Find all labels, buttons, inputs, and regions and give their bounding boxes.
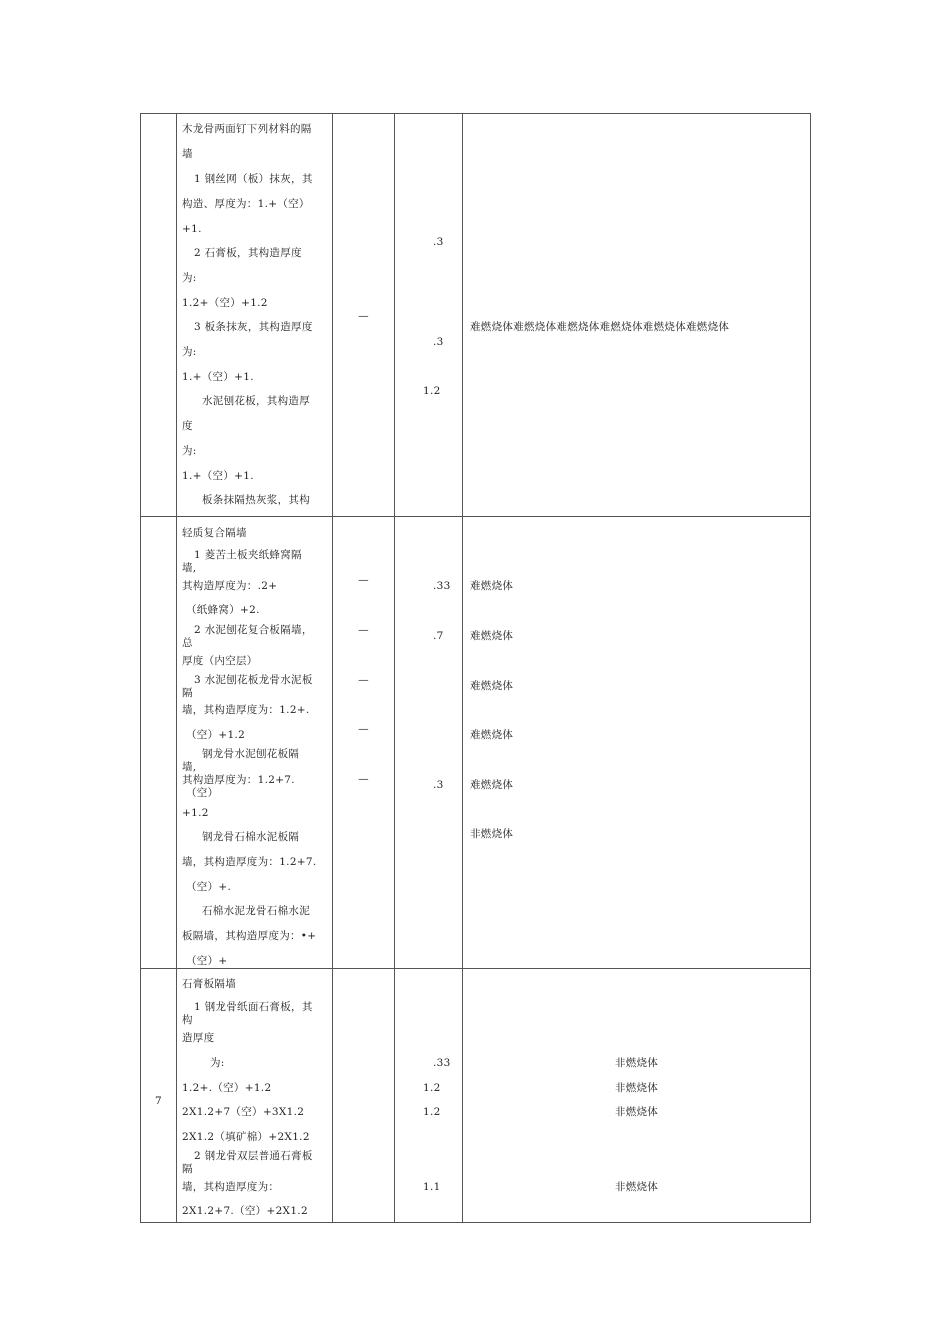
row-description-line: 构造、厚度为：1.+（空） (182, 198, 310, 210)
row-description-line: 度 (182, 420, 193, 432)
row-description-line: 墙, (182, 761, 197, 773)
row-description-line: （空）+1.2 (186, 729, 246, 741)
col5-value: 难燃烧体 (470, 580, 514, 592)
row-description-line: （空） (186, 787, 219, 799)
column-divider-1 (176, 113, 177, 1223)
col4-value: .3 (433, 236, 444, 248)
row-description-line: 1 钢龙骨纸面石膏板，其 (194, 1001, 313, 1013)
table-top-border (140, 113, 811, 114)
row-description-line: 墙，其构造厚度为：1.2+7. (182, 856, 317, 868)
row-description-line: 3 板条抹灰，其构造厚度 (194, 321, 313, 333)
col5-value: 难燃烧体 (470, 729, 514, 741)
row-description-line: 1.+（空）+1. (182, 371, 254, 383)
col5-value: 非燃烧体 (614, 1082, 659, 1094)
row-description-line: 为: (210, 1057, 225, 1069)
col4-value: .3 (433, 336, 444, 348)
col3-value: — (358, 624, 369, 636)
row-description-line: +1.2 (182, 807, 209, 819)
row-description-line: 2 水泥刨花复合板隔墙， (194, 624, 313, 636)
column-divider-2 (332, 113, 333, 1223)
col3-value: — (358, 723, 369, 735)
row-description-line: 隔 (182, 1163, 193, 1175)
row-number: 7 (155, 1095, 162, 1107)
col5-value: 难燃烧体难燃烧体难燃烧体难燃烧体难燃烧体难燃烧体 (470, 321, 730, 333)
row-description-line: 1 钢丝网（板）抹灰，其 (194, 173, 313, 185)
row-description-line: 石膏板隔墙 (182, 978, 236, 990)
row-description-line: 木龙骨两面钉下列材料的隔 (182, 123, 312, 135)
col3-value: — (358, 773, 369, 785)
row-description-line: 墙，其构造厚度为：1.2+. (182, 704, 310, 716)
row-description-line: （空）+. (186, 881, 232, 893)
row-description-line: 隔 (182, 687, 193, 699)
row-description-line: 2X1.2+7.（空）+2X1.2 (182, 1205, 308, 1217)
row-description-line: +1. (182, 223, 202, 235)
row-description-line: 1 菱苦土板夹纸蜂窝隔 (194, 549, 302, 561)
row-description-line: 为: (182, 445, 197, 457)
col4-value: 1.2 (423, 1082, 441, 1094)
row-description-line: 总 (182, 637, 193, 649)
col3-value: — (358, 674, 369, 686)
col5-value: 难燃烧体 (470, 680, 514, 692)
row-description-line: 墙 (182, 148, 193, 160)
row-description-line: 2X1.2+7（空）+3X1.2 (182, 1106, 305, 1118)
col4-value: .33 (433, 1057, 451, 1069)
row-description-line: 构 (182, 1014, 193, 1026)
row-description-line: 其构造厚度为：.2+ (182, 580, 278, 592)
col4-value: .3 (433, 779, 444, 791)
row-description-line: 为: (182, 272, 197, 284)
row-description-line: 板隔墙，其构造厚度为：•+ (182, 930, 317, 942)
col5-value: 非燃烧体 (470, 828, 514, 840)
row-description-line: （空）+ (186, 955, 228, 967)
row-description-line: 1.+（空）+1. (182, 470, 254, 482)
row-description-line: 1.2+（空）+1.2 (182, 297, 268, 309)
col5-value: 非燃烧体 (614, 1057, 659, 1069)
row-description-line: 其构造厚度为：1.2+7. (182, 774, 295, 786)
row-description-line: 3 水泥刨花板龙骨水泥板 (194, 674, 313, 686)
col4-value: 1.2 (423, 385, 441, 397)
col5-value: 非燃烧体 (614, 1106, 659, 1118)
row-description-line: 造厚度 (182, 1032, 215, 1044)
table-bottom-border (140, 1222, 811, 1223)
row-description-line: 石棉水泥龙骨石棉水泥 (202, 905, 310, 917)
col4-value: 1.1 (423, 1181, 441, 1193)
row-description-line: （纸蜂窝）+2. (186, 604, 260, 616)
row-description-line: 为: (182, 346, 197, 358)
col5-value: 难燃烧体 (470, 779, 514, 791)
col4-value: .33 (433, 580, 451, 592)
col5-value: 难燃烧体 (470, 630, 514, 642)
row-description-line: 2 钢龙骨双层普通石膏板 (194, 1150, 313, 1162)
col5-value: 非燃烧体 (614, 1181, 659, 1193)
col4-value: .7 (433, 630, 444, 642)
row-description-line: 厚度（内空层） (182, 655, 258, 667)
row-divider-2 (140, 968, 811, 969)
col3-value: — (358, 574, 369, 586)
col4-value: 1.2 (423, 1106, 441, 1118)
table-right-border (810, 113, 811, 1223)
row-description-line: 2 石膏板，其构造厚度 (194, 247, 302, 259)
row-description-line: 1.2+.（空）+1.2 (182, 1082, 272, 1094)
row-divider-1 (140, 516, 811, 517)
row-description-line: 墙，其构造厚度为： (182, 1181, 280, 1193)
row-description-line: 2X1.2（填矿棉）+2X1.2 (182, 1131, 310, 1143)
row-description-line: 钢龙骨水泥刨花板隔 (202, 748, 300, 760)
row-description-line: 水泥刨花板，其构造厚 (202, 395, 310, 407)
table-left-border (140, 113, 141, 1223)
column-divider-3 (394, 113, 395, 1223)
row-description-line: 钢龙骨石棉水泥板隔 (202, 831, 300, 843)
col3-value: — (358, 310, 369, 322)
row-description-line: 轻质复合隔墙 (182, 527, 247, 539)
row-description-line: 板条抹隔热灰浆，其构 (202, 494, 310, 506)
row-description-line: 墙, (182, 562, 197, 574)
